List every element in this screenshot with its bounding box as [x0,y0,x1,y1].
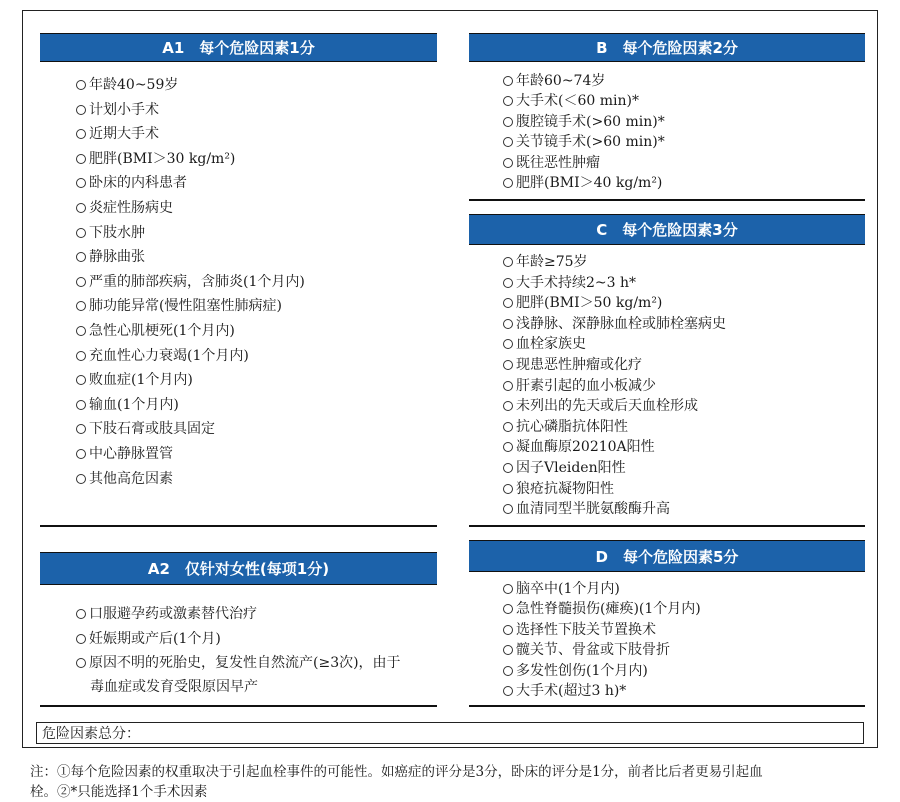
checklist-item[interactable] [40,245,437,270]
checklist-item[interactable] [40,294,437,319]
checklist-item-label: 关节镜手术(>60 min)* [516,134,665,151]
checklist-item-label: 下肢石膏或肢具固定 [89,421,215,438]
checklist-item-label: 多发性创伤(1个月内) [516,662,648,679]
checklist-item[interactable] [40,442,437,467]
checkbox-circle-icon[interactable] [76,105,86,115]
checkbox-circle-icon[interactable] [76,609,86,619]
checklist-item-label: 肥胖(BMI＞50 kg/m²) [516,295,663,312]
checklist-item[interactable] [40,221,437,246]
checklist-item-label: 输血(1个月内) [89,396,179,413]
section-d-header: D 每个危险因素5分 [469,540,865,572]
checklist-item-label: 浅静脉、深静脉血栓或肺栓塞病史 [516,315,726,332]
checklist-item-label: 血清同型半胱氨酸酶升高 [516,501,670,518]
section-d [469,540,865,710]
checklist-item[interactable] [469,252,865,273]
section-a1-bottom-rule [40,525,437,527]
section-a2-bottom-rule [40,705,437,707]
checklist-item[interactable] [40,393,437,418]
checkbox-circle-icon[interactable] [503,278,513,288]
checklist-item-label: 急性心肌梗死(1个月内) [89,322,235,339]
checklist-item-label: 中心静脉置管 [89,445,173,462]
checklist-item-label: 选择性下肢关节置换术 [516,621,656,638]
checklist-item-label: 未列出的先天或后天血栓形成 [516,398,698,415]
checkbox-circle-icon[interactable] [76,326,86,336]
checklist-item-label: 血栓家族史 [516,336,586,353]
checkbox-circle-icon[interactable] [76,178,86,188]
checkbox-circle-icon[interactable] [76,375,86,385]
checkbox-circle-icon[interactable] [503,339,513,349]
checklist-item[interactable] [469,334,865,355]
checklist-item-label: 卧床的内科患者 [89,175,187,192]
footnote [30,762,886,802]
checklist-item[interactable] [40,122,437,147]
checkbox-circle-icon[interactable] [503,381,513,391]
checklist-item[interactable] [40,344,437,369]
checklist-item-label: 腹腔镜手术(>60 min)* [516,113,665,130]
checkbox-circle-icon[interactable] [503,360,513,370]
checkbox-circle-icon[interactable] [503,604,513,614]
section-a2-header: A2 仅针对女性(每项1分) [40,552,437,585]
checklist-item[interactable] [469,132,865,152]
checklist-item[interactable] [40,602,437,627]
checklist-item[interactable] [469,112,865,132]
section-a2 [40,552,437,712]
checklist-item[interactable] [40,467,437,492]
total-score-field[interactable] [36,722,864,744]
checklist-item[interactable] [40,368,437,393]
checkbox-circle-icon[interactable] [76,80,86,90]
checkbox-circle-icon[interactable] [503,298,513,308]
checklist-item[interactable] [469,579,865,599]
section-b [469,33,865,203]
checklist-item-label: 严重的肺部疾病，含肺炎(1个月内) [89,273,305,290]
checklist-item[interactable] [40,270,437,295]
checkbox-circle-icon[interactable] [503,158,513,168]
checklist-item-label: 脑卒中(1个月内) [516,581,620,597]
checkbox-circle-icon[interactable] [76,449,86,459]
checklist-item-label: 原因不明的死胎史，复发性自然流产(≥3次)，由于 [89,655,401,671]
section-c-header: C 每个危险因素3分 [469,214,865,245]
checklist-item[interactable] [469,314,865,335]
checklist-item-label-continued: 毒血症或发育受限原因早产 [90,679,258,695]
checkbox-circle-icon[interactable] [503,484,513,494]
checklist-item-label: 妊娠期或产后(1个月) [89,630,221,647]
checklist-item[interactable] [40,319,437,344]
checkbox-circle-icon[interactable] [76,658,86,668]
checklist-item[interactable] [40,196,437,221]
checklist-item-label: 狼疮抗凝物阳性 [516,480,614,497]
checkbox-circle-icon[interactable] [76,301,86,311]
checklist-item[interactable] [40,417,437,442]
checkbox-circle-icon[interactable] [76,154,86,164]
checklist-item-label: 充血性心力衰竭(1个月内) [89,347,249,364]
checklist-item[interactable] [469,620,865,640]
section-a1-items [40,73,437,491]
checkbox-circle-icon[interactable] [76,400,86,410]
checkbox-circle-icon[interactable] [503,96,513,106]
checklist-item[interactable] [40,171,437,196]
section-b-bottom-rule [469,199,865,201]
checklist-item[interactable] [469,71,865,91]
checklist-item-label: 肥胖(BMI＞40 kg/m²) [516,174,663,191]
checklist-item[interactable] [469,458,865,479]
checklist-item[interactable] [469,173,865,193]
checklist-item[interactable] [40,627,437,652]
checklist-item[interactable] [40,651,437,699]
checkbox-circle-icon[interactable] [76,252,86,262]
section-c-bottom-rule [469,525,865,527]
section-b-header: B 每个危险因素2分 [469,33,865,62]
checklist-item[interactable] [469,499,865,520]
checklist-item-label: 既往恶性肿瘤 [516,154,600,171]
checklist-item-label: 近期大手术 [89,126,159,143]
checklist-item-label: 炎症性肠病史 [89,199,173,216]
checklist-item-label: 肺功能异常(慢性阻塞性肺病症) [89,298,282,315]
checklist-item[interactable] [469,599,865,619]
checkbox-circle-icon[interactable] [76,228,86,238]
checkbox-circle-icon[interactable] [76,129,86,139]
checklist-item-label: 其他高危因素 [89,470,173,487]
checklist-item[interactable] [40,98,437,123]
checkbox-circle-icon[interactable] [503,178,513,188]
footnote-line-2: 栓。②*只能选择1个手术因素 [30,784,208,800]
checklist-item[interactable] [469,273,865,294]
checklist-item[interactable] [469,417,865,438]
checkbox-circle-icon[interactable] [503,625,513,635]
checklist-item[interactable] [469,681,865,701]
checklist-item[interactable] [469,293,865,314]
checklist-item[interactable] [40,147,437,172]
checklist-item-label: 计划小手术 [89,101,159,118]
checklist-item[interactable] [469,479,865,500]
checklist-item[interactable] [469,355,865,376]
checkbox-circle-icon[interactable] [503,463,513,473]
checkbox-circle-icon[interactable] [503,442,513,452]
checklist-item[interactable] [469,376,865,397]
checkbox-circle-icon[interactable] [76,277,86,287]
checklist-item-label: 年龄40~59岁 [89,77,179,93]
checklist-item-label: 年龄60~74岁 [516,73,606,89]
checkbox-circle-icon[interactable] [503,117,513,127]
checklist-item[interactable] [469,437,865,458]
checkbox-circle-icon[interactable] [76,203,86,213]
checklist-item-label: 因子Vleiden阳性 [516,459,626,476]
section-a1-header: A1 每个危险因素1分 [40,33,437,62]
section-a1 [40,33,437,533]
checkbox-circle-icon[interactable] [503,76,513,86]
checkbox-circle-icon[interactable] [76,634,86,644]
checkbox-circle-icon[interactable] [503,422,513,432]
checklist-item[interactable] [469,640,865,660]
checklist-item-label: 口服避孕药或激素替代治疗 [89,606,257,622]
checkbox-circle-icon[interactable] [503,257,513,267]
checkbox-circle-icon[interactable] [503,584,513,594]
checklist-item-label: 肝素引起的血小板减少 [516,377,656,394]
checklist-item-label: 急性脊髓损伤(瘫痪)(1个月内) [516,601,701,618]
checkbox-circle-icon[interactable] [503,319,513,329]
checklist-item[interactable] [469,661,865,681]
checklist-item-label: 现患恶性肿瘤或化疗 [516,356,642,373]
checklist-item-label: 静脉曲张 [89,249,145,266]
total-score-label: 危险因素总分： [42,726,140,742]
footnote-line-1: 注：①每个危险因素的权重取决于引起血栓事件的可能性。如癌症的评分是3分，卧床的评分是1分，前者比后者更易引起血 [30,764,763,780]
checkbox-circle-icon[interactable] [503,401,513,411]
checkbox-circle-icon[interactable] [503,686,513,696]
checklist-item-label: 下肢水肿 [89,224,145,241]
section-d-items [469,579,865,701]
section-d-bottom-rule [469,705,865,707]
checklist-item[interactable] [469,153,865,173]
checklist-item-label: 败血症(1个月内) [89,372,193,389]
checklist-item[interactable] [469,91,865,111]
checkbox-circle-icon[interactable] [503,666,513,676]
checkbox-circle-icon[interactable] [76,424,86,434]
checklist-item[interactable] [469,396,865,417]
section-c-items [469,252,865,520]
checkbox-circle-icon[interactable] [76,474,86,484]
checklist-item[interactable] [40,73,437,98]
checklist-item-label: 髋关节、骨盆或下肢骨折 [516,642,670,659]
checklist-item-label: 大手术(＜60 min)* [516,93,639,110]
checkbox-circle-icon[interactable] [503,504,513,514]
section-a2-items [40,602,437,699]
checklist-item-label: 年龄≥75岁 [516,254,588,270]
checkbox-circle-icon[interactable] [76,351,86,361]
checklist-item-label: 大手术(超过3 h)* [516,682,627,699]
section-c [469,214,865,532]
checklist-item-label: 抗心磷脂抗体阳性 [516,418,628,435]
checklist-item-label: 大手术持续2~3 h* [516,274,637,291]
checkbox-circle-icon[interactable] [503,137,513,147]
section-b-items [469,71,865,193]
checklist-item-label: 凝血酶原20210A阳性 [516,439,655,456]
checklist-item-label: 肥胖(BMI＞30 kg/m²) [89,150,236,167]
checkbox-circle-icon[interactable] [503,645,513,655]
